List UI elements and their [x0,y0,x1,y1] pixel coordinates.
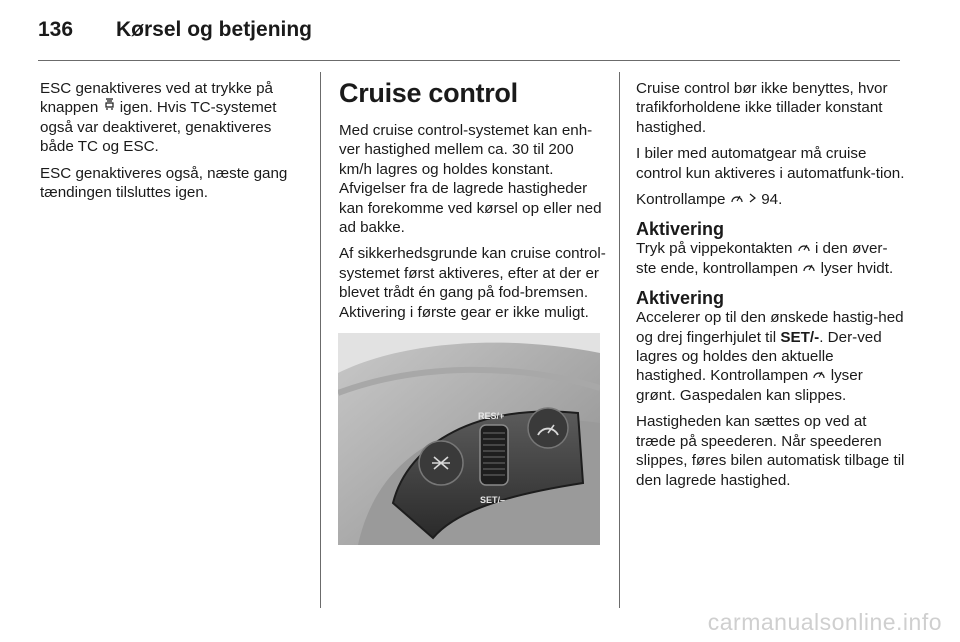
speedometer-icon [813,366,825,385]
control-lamp-paragraph: Kontrollampe 94. [636,191,783,209]
cruise-intro-paragraph: Med cruise control-systemet kan enh-ver hastighed mellem ca. 30 til 200 km/h lagres og holdes konstant. Afvigelser fra de lagrede hastigheder kan forekomme ved kørsel op eller ned ad bakke. [339,122,602,237]
steering-wheel-photo [338,333,600,545]
watermark: carmanualsonline.info [707,609,942,635]
column-left [40,79,306,209]
activation-heading-2: Aktivering [636,288,725,309]
column-divider-1 [320,72,321,608]
triangle-arrow-icon [749,190,756,209]
res-label: RES/+ [478,411,505,421]
column-right [636,79,906,497]
traffic-paragraph: Cruise control bør ikke benyttes, hvor trafikforholdene ikke tillader konstant hastighed. [636,80,888,136]
speedometer-icon [803,259,815,278]
speedometer-icon [731,190,743,209]
activation-heading-1: Aktivering [636,219,725,240]
page-reference[interactable]: 94. [761,191,783,209]
car-skid-icon [104,98,115,117]
page-title: Kørsel og betjening [116,18,313,41]
cruise-safety-paragraph: Af sikkerhedsgrunde kan cruise control-systemet først aktiveres, efter at der er blevet trådt én gang på fod-bremsen. Aktivering i første gear er ikke muligt. [339,245,606,321]
activation-paragraph-1: Tryk på vippekontakten i den øver-ste ende, kontrollampen lyser hvidt. [636,240,894,277]
set-label: SET/– [480,495,506,505]
speed-paragraph: Hastigheden kan sættes op ved at træde på speederen. Når speederen slippes, føres bilen automatisk tilbage til den lagrede hastighed. [636,413,905,489]
automatic-paragraph: I biler med automatgear må cruise control kun aktiveres i automatfunk-tion. [636,145,905,182]
esc-paragraph: ESC genaktiveres ved at trykke på knappen igen. Hvis TC-systemet også var deaktiveret, genaktiveres både TC og ESC. [40,80,277,156]
column-divider-2 [619,72,620,608]
speedometer-icon [798,239,810,258]
esc-ignition-paragraph: ESC genaktiveres også, næste gang tændingen tilsluttes igen. [40,164,288,202]
activation-paragraph-2: Accelerer op til den ønskede hastig-hed og drej fingerhjulet til SET/-. Der-ved lagres og holdes den aktuelle hastighed. Kontrollampen lyser grønt. Gaspedalen kan slippes. [636,309,904,404]
page-number: 136 [38,18,74,41]
set-button-label: SET/- [780,328,820,346]
column-middle [339,79,607,329]
section-heading: Cruise control [339,78,518,108]
header-rule [38,60,900,61]
